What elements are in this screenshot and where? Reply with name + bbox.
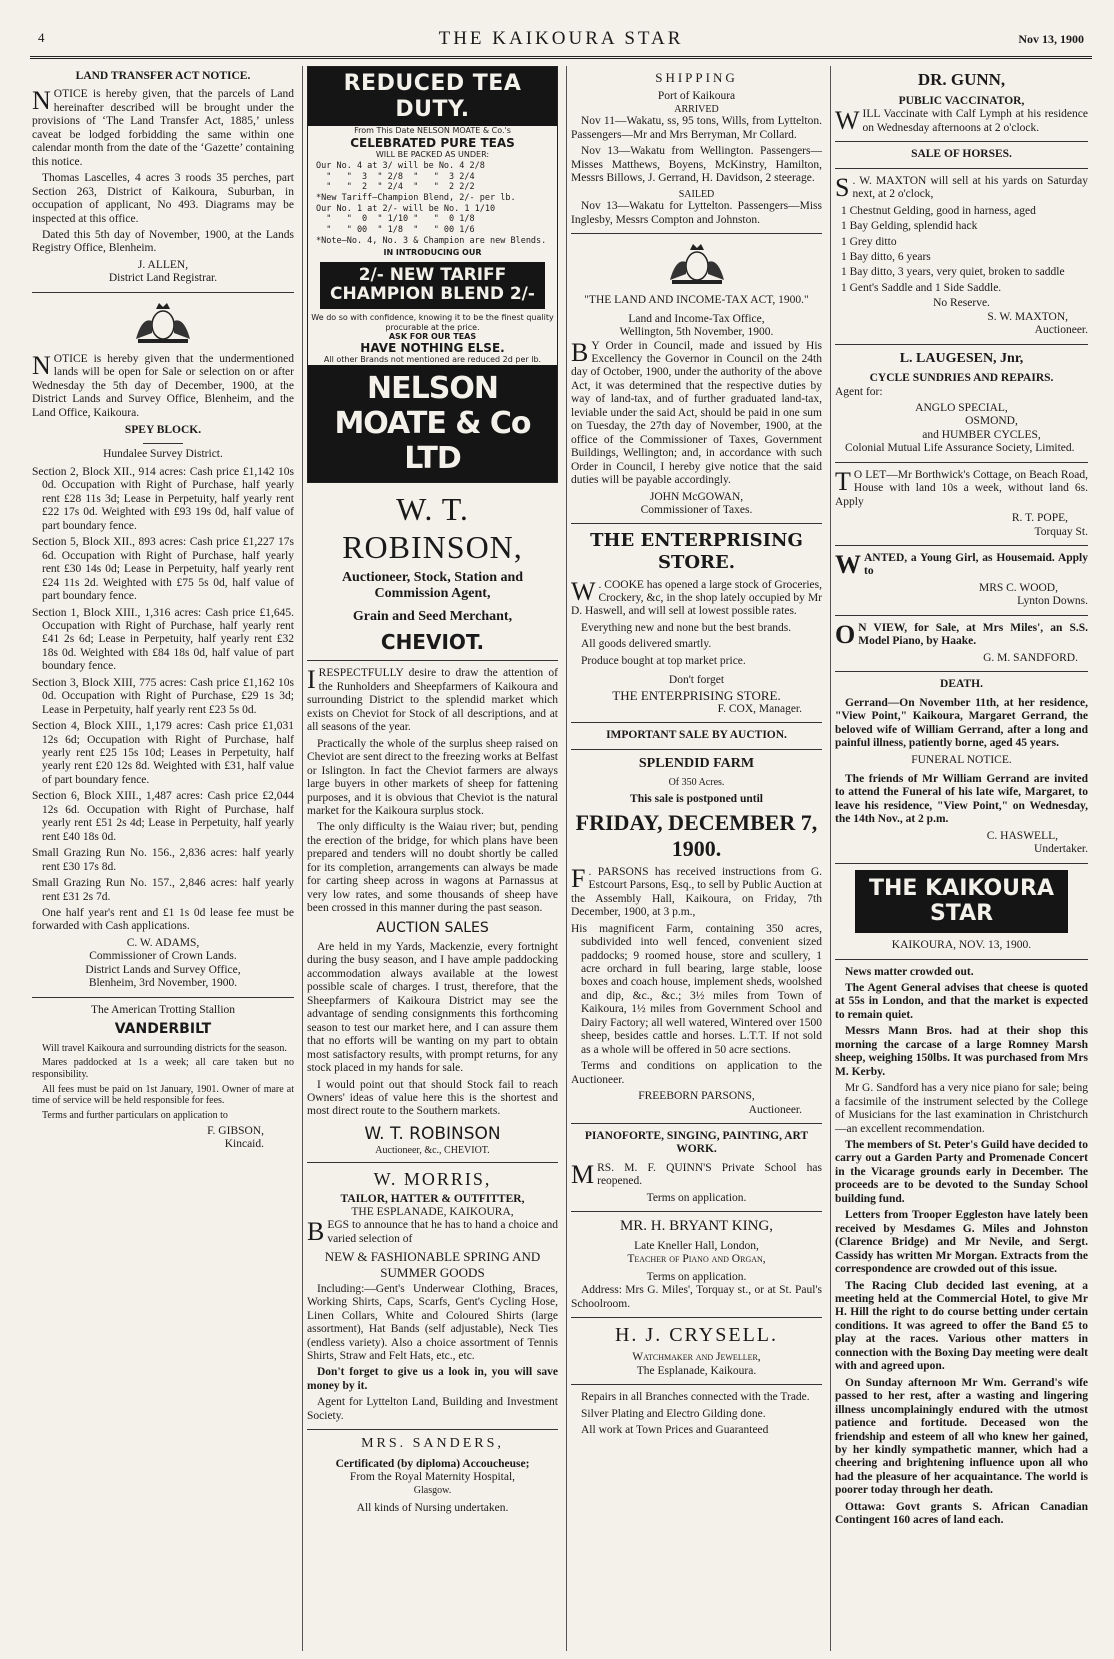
land-transfer-notice: NOTICE is hereby given, that the parcels of Land hereinafter described will be brought under the provisions of ‘The Land Transfer Act, 1885,’ unless caveat be lodged forbidding the same within one calendar month from the date of the ‘Gazette’ containing this notice.: [32, 86, 294, 168]
morris-name: W. MORRIS,: [373, 1169, 492, 1190]
death-heading: DEATH.: [940, 678, 983, 691]
column-1: LAND TRANSFER ACT NOTICE. NOTICE is hereby given, that the parcels of Land hereinafter described will be brought under the provisions of ‘The Land Transfer Act, 1885,’ unless caveat be lodged forbidding the same within one calendar month from the date of the ‘Gazette’ containing this notice. Thomas Lascelles, 4 acres 3 roods 35 perches, part Section 263, District of Kaikoura, Suburban, in occupation of applicant, No 493. Diagrams may be inspected at this office. Dated this 5th day of November, 1900, at the Lands Registry Office, Blenheim. J. ALLEN, District Land Registrar. NOTICE is hereby given that the undermentioned lands will be open for Sale or selection on or after Wednesday the 5th day of December, 1900, at the District Lands and Survey Office, Blenheim, and the Land Office, Kaikoura. SPEY BLOCK. Hundalee Survey District. Section 2, Block XII., 914 acres: Cash price £1,142 10s 0d. Occupation with Right of Purchase, half yearly rent £28 11s 3d; Lease in Perpetuity, half yearly rent £22 17s 0d. Weighted with £93 19s 0d, half value of part boundary fence. Section 5, Block XII., 893 acres: Cash price £1,227 17s 6d. Occupation with Right of Purchase, half yearly rent £30 14s 0d; Lease in Perpetuity, half yearly rent £24 11s 2d. Weighted with £75 5s 0d, half value of part boundary fence. Section 1, Block XIII., 1,316 acres: Cash price £1,645. Occupation with Right of Purchase, half yearly rent £41 2s 6d; Lease in Perpetuity, half yearly rent £32 18s 0d. Weighted with £84 18s 0d, half value of part boundary fence. Section 3, Block XIII, 775 acres: Cash price £1,162 10s 0d. Occupation with Right of Purchase, £29 1s 3d; Lease in Perpetuity, half yearly rent £23 5s 0d. Section 4, Block XIII., 1,179 acres: Cash price £1,031 12s 6d; Occupation with Right of Purchase, half yearly rent £25 15s 10d; Leases in Perpetuity, half yearly rent £20 12s 8d. Weighted with £31, half value of part boundary fence. Section 6, Block XIII., 1,487 acres: Cash price £2,044 12s 6d. Occupation with Right of Purchase, half yearly rent £51 2s 4d; Lease in Perpetuity, half yearly rent £40 18s 0d. Small Grazing Run No. 156., 2,836 acres: half yearly rent £30 17s 8d. Small Grazing Run No. 157., 2,846 acres: half yearly rent £31 2s 7d. One half year's rent and £1 1s 0d lease fee must be forwarded with Cash applications. C. W. ADAMS, Commissioner of Crown Lands. District Lands and Survey Office, Blenheim, 3rd November, 1900. The American Trotting Stallion VANDERBILT Will travel Kaikoura and surrounding districts for the season. Mares paddocked at 1s a week; all care taken but no responsibility. All fees must be paid on 1st January, 1901. Owner of mare at time of service will be held responsible for fees. Terms and further particulars on application to F. GIBSON, Kincaid.: [32, 70, 294, 1151]
tea-price-list: Our No. 4 at 3/ will be No. 4 2/8 " " 3 " 2/8 " " 3 2/4 " " 2 " 2/4 " " 2 2/2 *New Tariff—Champion Blend, 2/- per lb. Our No. 1 at 2/- will be No. 1 1/10 " " 0 " 1/10 " " 0 1/8 " " 00 " 1/8 " " 00 1/6 *Note—No. 4, No. 3 & Champion are new Blends.: [316, 161, 547, 246]
sanders-name: MRS. SANDERS,: [361, 1436, 504, 1452]
land-signature-title: District Land Registrar.: [108, 272, 218, 285]
drop-cap: W: [835, 106, 860, 136]
sale-of-horses-heading: SALE OF HORSES.: [911, 148, 1012, 161]
drop-cap: M: [571, 1159, 595, 1189]
robinson-name: W. T. ROBINSON,: [342, 491, 523, 565]
drop-cap: S: [835, 172, 850, 202]
drop-cap: B: [307, 1217, 325, 1247]
gunn-name: DR. GUNN,: [917, 70, 1006, 89]
tea-advert: REDUCED TEA DUTY. From This Date NELSON MOATE & Co.'s CELEBRATED PURE TEAS WILL BE PACKED AS UNDER: Our No. 4 at 3/ will be No. 4 2/8 " " 3 " 2/8 " " 3 2/4 " " 2 " 2/4 " " 2 2/2 *New Tariff—Champion Blend, 2/- per lb. Our No. 1 at 2/- will be No. 1 1/10 " " 0 " 1/10 " " 0 1/8 " " 00 " 1/8 " " 00 1/6 *Note—No. 4, No. 3 & Champion are new Blends. IN INTRODUCING OUR 2/- NEW TARIFF CHAMPION BLEND 2/- We do so with confidence, knowing it to be the finest quality procurable at the price. ASK FOR OUR TEAS HAVE NOTHING ELSE. All other Brands not mentioned are reduced 2d per lb. NELSON MOATE & Co LTD: [307, 66, 558, 483]
section-entry: Section 5, Block XII., 893 acres: Cash price £1,227 17s 6d. Occupation with Right of Purchase, half yearly rent £30 14s 0d; Lease in Perpetuity, half yearly rent £24 11s 2d. Weighted with £75 5s 0d, half value of part boundary fence.: [32, 536, 294, 603]
splendid-farm-heading: SPLENDID FARM: [638, 755, 755, 771]
robinson-signature: W. T. ROBINSON: [364, 1123, 501, 1144]
section-entry: Small Grazing Run No. 157., 2,846 acres: half yearly rent £31 2s 7d.: [32, 877, 294, 903]
land-signature: J. ALLEN,: [137, 258, 189, 271]
section-entry: Section 4, Block XIII., 1,179 acres: Cash price £1,031 12s 6d; Occupation with Right of Purchase, half yearly rent £25 15s 10d; Leases in Perpetuity, half yearly rent £20 12s 8d. Weighted with £31, half value of part boundary fence.: [32, 720, 294, 786]
important-sale-heading: IMPORTANT SALE BY AUCTION.: [606, 729, 787, 742]
tax-act-heading: "THE LAND AND INCOME-TAX ACT, 1900.": [584, 294, 809, 307]
auction-sales-heading: AUCTION SALES: [376, 919, 489, 936]
cheviot-heading: CHEVIOT.: [380, 630, 485, 655]
drop-cap: B: [571, 337, 589, 367]
list-item: 1 Grey ditto: [841, 235, 897, 248]
divider: [32, 292, 294, 293]
section-entry: Small Grazing Run No. 156., 2,836 acres: half yearly rent £30 17s 8d.: [32, 847, 294, 873]
nelson-moate-logo: NELSON MOATE & Co LTD: [308, 365, 557, 482]
spey-note: One half year's rent and £1 1s 0d lease fee must be forwarded with Cash applications.: [32, 907, 294, 933]
section-entry: Section 3, Block XIII, 775 acres: Cash price £1,162 10s 0d. Occupation with Right of Purchase, £29 1s 3d; Lease in Perpetuity, half yearly rent £23 5s 0d.: [32, 676, 294, 716]
divider: [32, 997, 294, 998]
stallion-name: VANDERBILT: [114, 1021, 212, 1038]
funeral-heading: FUNERAL NOTICE.: [911, 754, 1012, 767]
drop-cap: W: [571, 576, 596, 606]
spey-survey-district: Hundalee Survey District.: [103, 447, 223, 460]
land-transfer-heading: LAND TRANSFER ACT NOTICE.: [75, 70, 251, 82]
editorial-date: KAIKOURA, NOV. 13, 1900.: [891, 939, 1032, 952]
drop-cap: N: [32, 86, 51, 116]
crysell-name: H. J. CRYSELL.: [614, 1324, 779, 1347]
spey-block-heading: SPEY BLOCK.: [124, 424, 202, 437]
masthead: [30, 28, 1092, 59]
list-item: 1 Bay Gelding, splendid hack: [841, 220, 978, 233]
land-transfer-parcel: Thomas Lascelles, 4 acres 3 roods 35 perches, part Section 263, District of Kaikoura, Suburban, in occupation of applicant, No 493. Diagrams may be inspected at this office.: [32, 172, 294, 225]
land-transfer-dated: Dated this 5th day of November, 1900, at the Lands Registry Office, Blenheim.: [32, 228, 294, 255]
lands-open-notice: NOTICE is hereby given that the undermentioned lands will be open for Sale or selection on or after Wednesday the 5th day of December, 1900, at the District Lands and Survey Office, Blenheim, and the Land Office, Kaikoura.: [32, 350, 294, 419]
list-item: 1 Chestnut Gelding, good in harness, aged: [841, 204, 1036, 217]
royal-crest-icon: [128, 299, 198, 345]
shipping-heading: SHIPPING: [655, 70, 738, 85]
section-entry: Section 2, Block XII., 914 acres: Cash price £1,142 10s 0d. Occupation with Right of Purchase, half yearly rent £28 11s 3d; Lease in Perpetuity, half yearly rent £22 17s 0d. Weighted with £93 19s 0d, half value of part boundary fence.: [32, 465, 294, 532]
list-item: 1 Gent's Saddle and 1 Side Saddle.: [841, 281, 1002, 294]
enterprising-store-heading: THE ENTERPRISING STORE.: [590, 530, 803, 573]
column-3: SHIPPING Port of Kaikoura ARRIVED Nov 11—Wakatu, ss, 95 tons, Wills, from Lyttelton. Passengers—Mr and Mrs Berryman, Mr Collard. Nov 13—Wakatu from Wellington. Passengers—Misses Matthews, Boyens, McKinstry, Hamilton, Messrs Billows, J. Gerrand, H. Davidson, 2 steerage. SAILED Nov 13—Wakatu for Lyttelton. Passengers—Miss Inglesby, Messrs Compton and Johnston. "THE LAND AND INCOME-TAX ACT, 1900." Land and Income-Tax Office, Wellington, 5th November, 1900. B Y Order in Council, made and issued by His Excellency the Governor in Council on the 24th day of October, 1900, under the authority of the above Act, it was determined that the respective duties by way of land-tax, and of further graduated land-tax, leviable under the said Act, should be paid in one sum on Tuesday, the 27th day of November, 1900, at the office of the Commissioner of Taxes, Government Buildings, Wellington; and, in accordance with such Order in Council, I hereby give notice that the said duties will be payable accordingly. JOHN McGOWAN, Commissioner of Taxes. THE ENTERPRISING STORE. W . COOKE has opened a large stock of Groceries, Crockery, &c, in the shop lately occupied by Mr D. Haswell, and will sell at lowest possible rates. Everything new and none but the best brands. All goods delivered smartly. Produce bought at top market price. Don't forget THE ENTERPRISING STORE. F. COX, Manager. IMPORTANT SALE BY AUCTION. SPLENDID FARM Of 350 Acres. This sale is postponed until FRIDAY, DECEMBER 7, 1900. F . PARSONS has received instructions from G. Estcourt Parsons, Esq., to sell by Public Auction at the Assembly Hall, Kaikoura, on Friday, 7th December, 1900, at 3 p.m., His magnificent Farm, containing 350 acres, subdivided into well fenced, convenient sized paddocks; 9 roomed house, store and scullery, 1 acre orchard in full bearing, large stable, loose boxes and coach house, implement sheds, woolshed and dip, &c., &c.; 3½ miles from Town of Kaikoura, 1½ miles from Government School and Dairy Factory; all well watered, Wintered over 1500 sheep, besides cattle and horses. L.T.T. If not sold as a whole will be offered in 50 acre sections. Terms and conditions on application to the Auctioneer. FREEBORN PARSONS, Auctioneer. PIANOFORTE, SINGING, PAINTING, ART WORK. MRS. M. F. QUINN'S Private School has reopened. Terms on application. MR. H. BRYANT KING, Late Kneller Hall, London, Teacher of Piano and Organ, Terms on application. Address: Mrs G. Miles', Torquay st., or at St. Paul's Schoolroom. H. J. CRYSELL. Watchmaker and Jeweller, The Esplanade, Kaikoura. Repairs in all Branches connected with the Trade. Silver Plating and Electro Gilding done. All work at Town Prices and Guaranteed: [566, 66, 826, 1651]
drop-cap: F: [571, 863, 586, 893]
newspaper-title: THE KAIKOURA STAR: [438, 28, 684, 49]
champion-blend-banner: 2/- NEW TARIFF CHAMPION BLEND 2/-: [320, 262, 545, 310]
king-name: MR. H. BRYANT KING,: [619, 1218, 774, 1235]
issue-date: Nov 13, 1900: [1018, 32, 1084, 46]
drop-cap: I: [307, 665, 316, 695]
drop-cap: W: [835, 550, 861, 580]
pianoforte-heading: PIANOFORTE, SINGING, PAINTING, ART WORK.: [584, 1129, 809, 1156]
section-entry: Section 1, Block XIII., 1,316 acres: Cash price £1,645. Occupation with Right of Purchase, half yearly rent £41 2s 6d; Lease in Perpetuity, half yearly rent £32 18s 0d. Weighted with £84 18s 0d, half value of part boundary fence.: [32, 606, 294, 673]
drop-cap: N: [32, 350, 51, 380]
list-item: 1 Bay ditto, 6 years: [841, 250, 931, 263]
laugesen-name: L. LAUGESEN, Jnr,: [899, 350, 1024, 366]
list-item: 1 Bay ditto, 3 years, very quiet, broken to saddle: [841, 266, 1065, 279]
sale-date: FRIDAY, DECEMBER 7, 1900.: [575, 810, 818, 862]
royal-crest-icon: [662, 240, 732, 286]
stallion-intro: The American Trotting Stallion: [90, 1003, 236, 1016]
column-4: DR. GUNN, PUBLIC VACCINATOR, WILL Vaccinate with Calf Lymph at his residence on Wednesday afternoons at 2 o'clock. SALE OF HORSES. S . W. MAXTON will sell at his yards on Saturday next, at 2 o'clock, 1 Chestnut Gelding, good in harness, aged 1 Bay Gelding, splendid hack 1 Grey ditto 1 Bay ditto, 6 years 1 Bay ditto, 3 years, very quiet, broken to saddle 1 Gent's Saddle and 1 Side Saddle. No Reserve. S. W. MAXTON, Auctioneer. L. LAUGESEN, Jnr, CYCLE SUNDRIES AND REPAIRS. Agent for: ANGLO SPECIAL, OSMOND, and HUMBER CYCLES, Colonial Mutual Life Assurance Society, Limited. T O LET—Mr Borthwick's Cottage, on Beach Road, House with land 10s a week, without land 6s. Apply R. T. POPE, Torquay St. WANTED, a Young Girl, as Housemaid. Apply to MRS C. WOOD, Lynton Downs. O N VIEW, for Sale, at Mrs Miles', an S.S. Model Piano, by Haake. G. M. SANDFORD. DEATH. Gerrand—On November 11th, at her residence, "View Point," Kaikoura, Margaret Gerrand, the beloved wife of William Gerrand, after a long and painful illness, patiently borne, aged 45 years. FUNERAL NOTICE. The friends of Mr William Gerrand are invited to attend the Funeral of his late wife, Margaret, to leave his residence, "View Point," on Wednesday, the 14th Nov., at 2 p.m. C. HASWELL, Undertaker. THE KAIKOURA STAR KAIKOURA, NOV. 13, 1900. News matter crowded out. The Agent General advises that cheese is quoted at 55s in London, and that the market is expected to remain quiet. Messrs Mann Bros. had at their shop this morning the carcase of a large Romney Marsh sheep, weighing 150lbs. It was purchased from Mrs M. Kerby. Mr G. Sandford has a very nice piano for sale; being a facsimile of the instrument selected by the College of Musicians for the last examination in Christchurch —an excellent recommendation. The members of St. Peter's Guild have decided to carry out a Garden Party and Promenade Concert in the Vicarage grounds early in December. The proceeds are to be devoted to the Sunday School building fund. Letters from Trooper Eggleston have lately been received by Mesdames G. Miles and Johnston (Clarence Bridge) and Mr Nevile, and Sergt. Cassidy has written Mr Morgan. Extracts from the correspondence are crowded out of this issue. The Racing Club decided last evening, at a meeting held at the Commercial Hotel, to give Mr H. Hill the right to do course betting under certain conditions. It was agreed to offer the Band £5 to play at the races. Various other matters in connection with the Boxing Day meeting were dealt with and agreed upon. On Sunday afternoon Mr Wm. Gerrand's wife passed to her rest, after a wasting and lingering illness uncomplainingly endured with the utmost patience and fortitude. Deceased won the friendship and esteem of all who knew her gained, by her kindly sympathetic manner, which had a cheering and brightening influence upon all who had the pleasure of her acquaintance. The world is poorer today through her death. Ottawa: Govt grants S. African Canadian Contingent 160 acres of land each.: [830, 66, 1092, 1651]
spey-signature: C. W. ADAMS,: [126, 936, 200, 949]
tea-banner: REDUCED TEA DUTY.: [308, 67, 557, 126]
section-entry: Section 6, Block XIII., 1,487 acres: Cash price £2,044 12s 6d. Occupation with Right of Purchase, half yearly rent £51 2s 4d; Lease in Perpetuity, half yearly rent £40 18s 0d.: [32, 790, 294, 843]
drop-cap: T: [835, 466, 851, 496]
drop-cap: O: [835, 619, 856, 649]
page-number: 4: [38, 30, 45, 45]
stallion-signature: F. GIBSON,: [207, 1124, 264, 1137]
column-2: REDUCED TEA DUTY. From This Date NELSON MOATE & Co.'s CELEBRATED PURE TEAS WILL BE PACKED AS UNDER: Our No. 4 at 3/ will be No. 4 2/8 " " 3 " 2/8 " " 3 2/4 " " 2 " 2/4 " " 2 2/2 *New Tariff—Champion Blend, 2/- per lb. Our No. 1 at 2/- will be No. 1 1/10 " " 0 " 1/10 " " 0 1/8 " " 00 " 1/8 " " 00 1/6 *Note—No. 4, No. 3 & Champion are new Blends. IN INTRODUCING OUR 2/- NEW TARIFF CHAMPION BLEND 2/- We do so with confidence, knowing it to be the finest quality procurable at the price. ASK FOR OUR TEAS HAVE NOTHING ELSE. All other Brands not mentioned are reduced 2d per lb. NELSON MOATE & Co LTD W. T. ROBINSON, Auctioneer, Stock, Station and Commission Agent, Grain and Seed Merchant, CHEVIOT. IRESPECTFULLY desire to draw the attention of the Runholders and Sheepfarmers of Kaikoura and surrounding District to the splendid market which exists on Cheviot for Stock of all descriptions, and at all seasons of the year. Practically the whole of the surplus sheep raised on Cheviot are sent direct to the freezing works at Belfast or Islington. In fact the Cheviot farmers are always large buyers in other markets of sheep for fattening purposes, and it is obvious that Cheviot is the natural market for the Kaikoura surplus stock. The only difficulty is the Waiau river; but, pending the erection of the bridge, for which plans have been prepared and tenders will no doubt shortly be called for its completion, arrangements can always be made for carting sheep across in wagons at Parnassus at very low rates, and some thousands of sheep have been crossed in this manner during the past season. AUCTION SALES Are held in my Yards, Mackenzie, every fortnight during the busy season, and I have ample paddocking accommodation always available at the lowest possible scale of charges. I trust, therefore, that the Sheepfarmers of Kaikoura District may see the advantage of sending consignments this forthcoming season to test our market here, and I can assure them that no efforts will be wanting on my part to obtain most satisfactory results, with prompt returns, for any stock placed in my hands for sale. I would point out that should Stock fail to reach Owners' ideas of value here this is the shortest and most direct route to the Southern markets. W. T. ROBINSON Auctioneer, &c., CHEVIOT. W. MORRIS, TAILOR, HATTER & OUTFITTER, THE ESPLANADE, KAIKOURA, BEGS to announce that he has to hand a choice and varied selection of NEW & FASHIONABLE SPRING AND SUMMER GOODS Including:—Gent's Underwear Clothing, Braces, Working Shirts, Caps, Scarfs, Gent's Cycling Hose, Linen Collars, White and Coloured Shirts (large assortment), Hat Bands (self adjustable), Neck Ties (endless variety). Also a choice assortment of Tennis Shirts, Straw and Felt Hats, etc., etc. Don't forget to give us a look in, you will save money by it. Agent for Lyttelton Land, Building and Investment Society. MRS. SANDERS, Certificated (by diploma) Accoucheuse; From the Royal Maternity Hospital, Glasgow. All kinds of Nursing undertaken.: [302, 66, 562, 1651]
kaikoura-star-banner: THE KAIKOURA STAR: [855, 870, 1068, 933]
